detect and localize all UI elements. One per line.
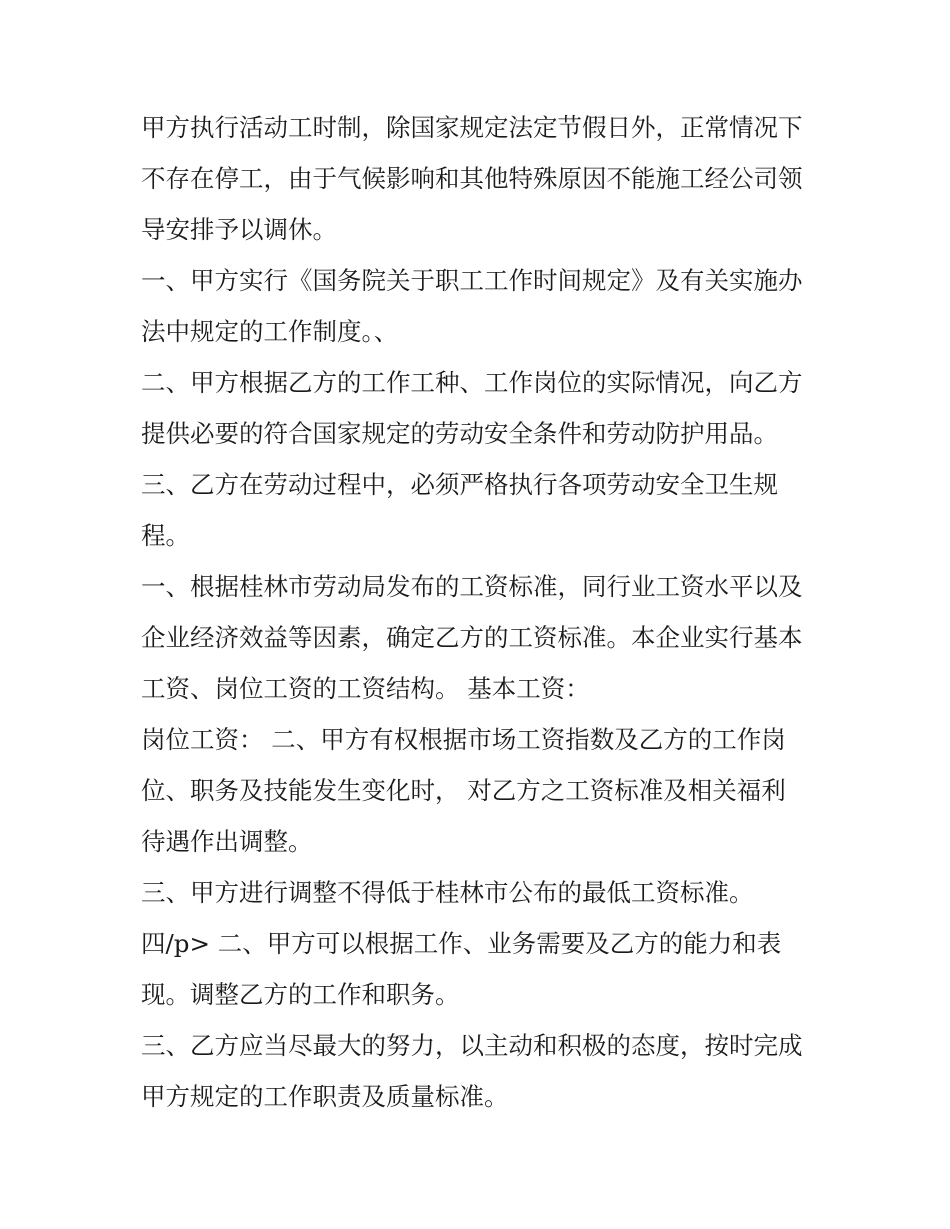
text-line: 四/p> 二、甲方可以根据工作、业务需要及乙方的能力和表 [141, 929, 782, 958]
text-line: 待遇作出调整。 [141, 827, 313, 856]
text-line: 工资、岗位工资的工资结构。 基本工资： [141, 674, 590, 703]
text-line: 不存在停工，由于气候影响和其他特殊原因不能施工经公司领 [141, 164, 803, 193]
text-line: 位、职务及技能发生变化时， 对乙方之工资标准及相关福利 [141, 776, 786, 805]
text-line: 现。调整乙方的工作和职务。 [141, 980, 460, 1009]
text-line: 三、乙方在劳动过程中，必须严格执行各项劳动安全卫生规 [141, 470, 778, 499]
text-line: 三、甲方进行调整不得低于桂林市公布的最低工资标准。 [141, 878, 754, 907]
text-line: 三、乙方应当尽最大的努力，以主动和积极的态度，按时完成 [141, 1031, 803, 1060]
text-line: 导安排予以调休。 [141, 215, 337, 244]
text-line: 岗位工资： 二、甲方有权根据市场工资指数及乙方的工作岗 [141, 725, 786, 754]
text-line: 二、甲方根据乙方的工作工种、工作岗位的实际情况，向乙方 [141, 368, 803, 397]
text-line: 法中规定的工作制度。、 [141, 317, 399, 346]
text-line: 甲方执行活动工时制，除国家规定法定节假日外，正常情况下 [141, 113, 803, 142]
text-line: 甲方规定的工作职责及质量标准。 [141, 1082, 509, 1111]
text-line: 一、甲方实行《国务院关于职工工作时间规定》及有关实施办 [141, 266, 803, 295]
text-line: 程。 [141, 521, 190, 550]
text-line: 提供必要的符合国家规定的劳动安全条件和劳动防护用品。 [141, 419, 778, 448]
text-line: 企业经济效益等因素，确定乙方的工资标准。本企业实行基本 [141, 623, 803, 652]
text-line: 一、根据桂林市劳动局发布的工资标准，同行业工资水平以及 [141, 572, 803, 601]
